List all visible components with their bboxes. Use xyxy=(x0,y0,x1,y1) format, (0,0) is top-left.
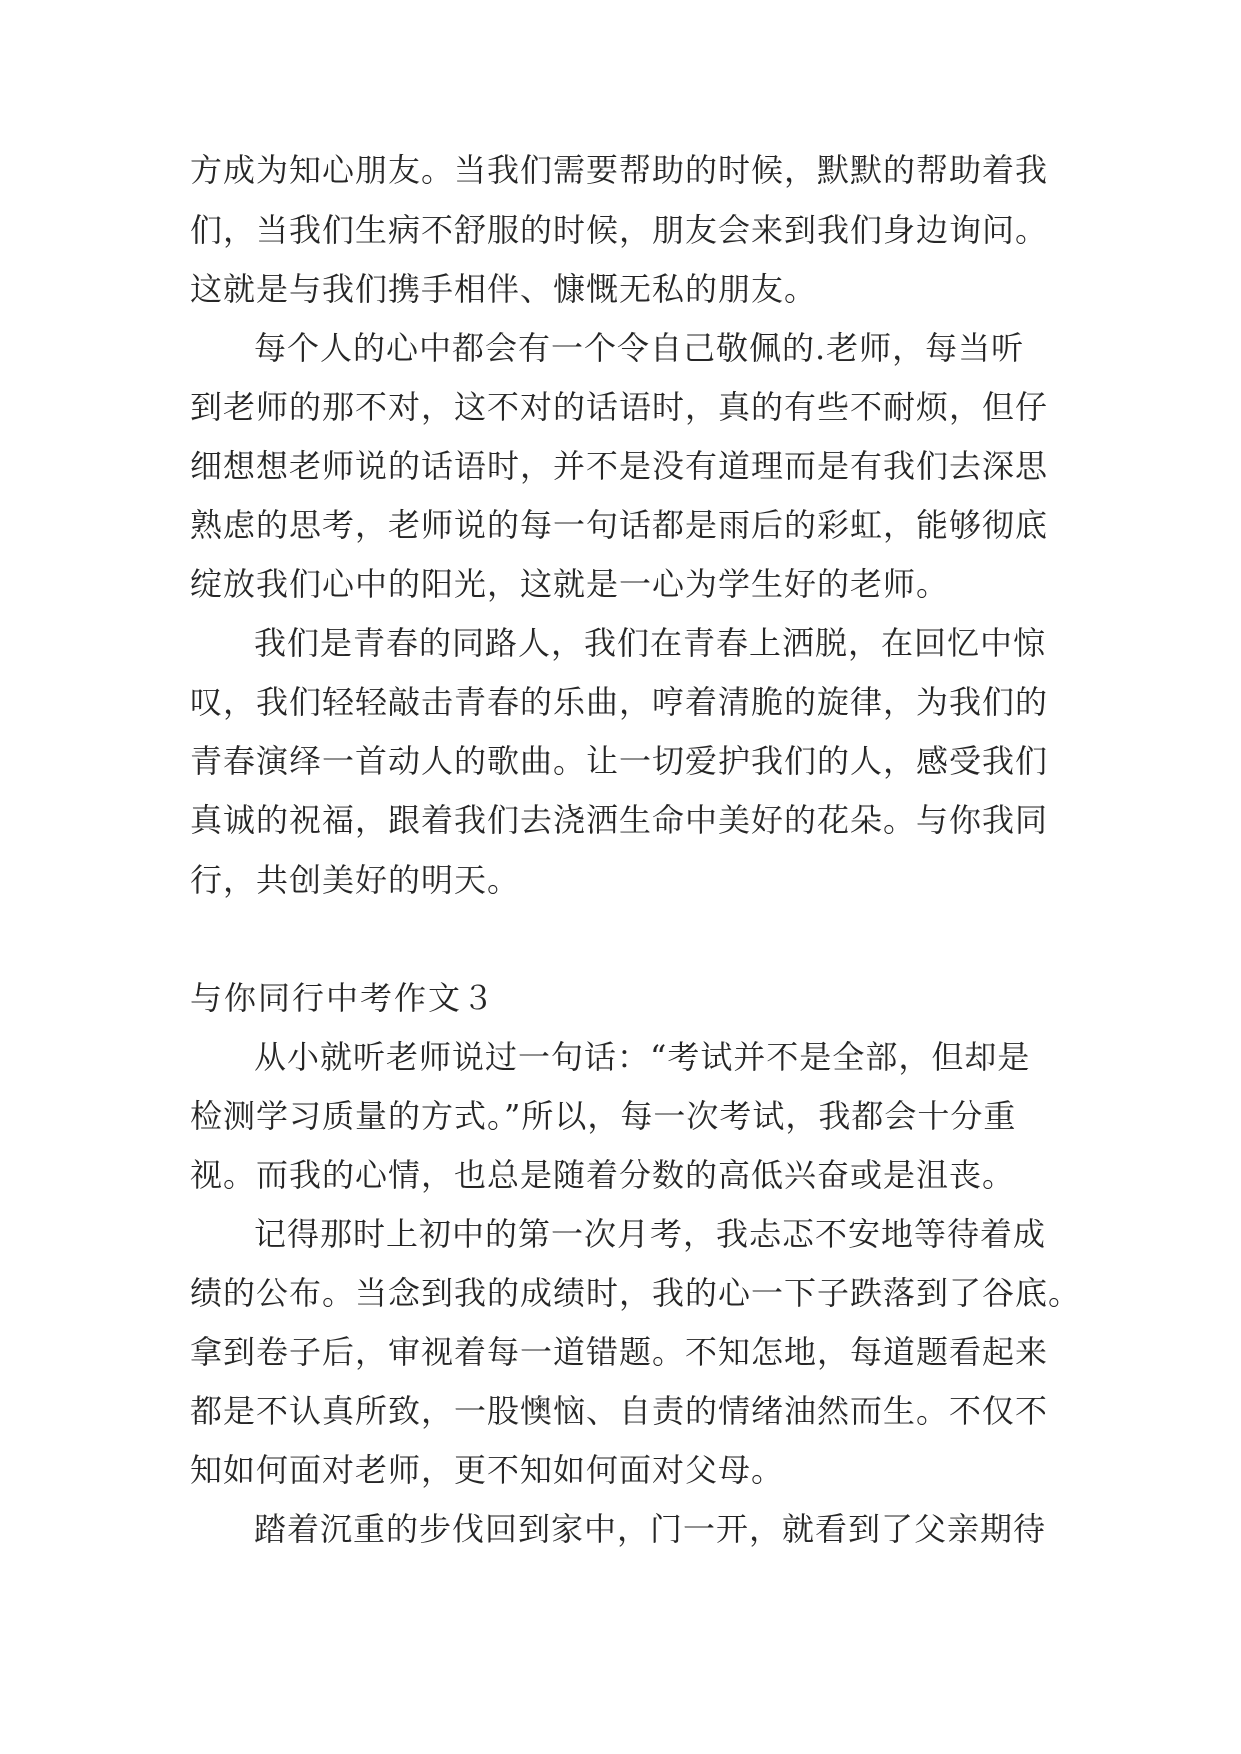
text-line: 行，共创美好的明天。 xyxy=(190,861,521,899)
text-line: 青春演绎一首动人的歌曲。让一切爱护我们的人，感受我们 xyxy=(190,742,1049,780)
text-line: 叹，我们轻轻敲击青春的乐曲，哼着清脆的旋律，为我们的 xyxy=(190,683,1049,721)
text-line: 熟虑的思考，老师说的每一句话都是雨后的彩虹，能够彻底 xyxy=(190,506,1049,544)
paragraph-start-line: 每个人的心中都会有一个令自己敬佩的.老师，每当听 xyxy=(254,329,1025,367)
paragraph-start-line: 从小就听老师说过一句话：“考试并不是全部，但却是 xyxy=(254,1038,1031,1076)
paragraph-start-line: 记得那时上初中的第一次月考，我忐忑不安地等待着成 xyxy=(254,1215,1047,1253)
text-line: 们，当我们生病不舒服的时候，朋友会来到我们身边询问。 xyxy=(190,211,1049,249)
text-line: 真诚的祝福，跟着我们去浇洒生命中美好的花朵。与你我同 xyxy=(190,801,1049,839)
text-line: 视。而我的心情，也总是随着分数的高低兴奋或是沮丧。 xyxy=(190,1156,1016,1194)
text-line: 绩的公布。当念到我的成绩时，我的心一下子跌落到了谷底。 xyxy=(190,1274,1082,1312)
text-line: 检测学习质量的方式。”所以，每一次考试，我都会十分重 xyxy=(190,1097,1017,1135)
text-line: 这就是与我们携手相伴、慷慨无私的朋友。 xyxy=(190,270,818,308)
paragraph-start-line: 踏着沉重的步伐回到家中，门一开，就看到了父亲期待 xyxy=(254,1510,1047,1548)
text-line: 绽放我们心中的阳光，这就是一心为学生好的老师。 xyxy=(190,565,950,603)
text-line: 方成为知心朋友。当我们需要帮助的时候，默默的帮助着我 xyxy=(190,151,1049,189)
paragraph-start-line: 我们是青春的同路人，我们在青春上洒脱，在回忆中惊 xyxy=(254,624,1047,662)
text-line: 都是不认真所致，一股懊恼、自责的情绪油然而生。不仅不 xyxy=(190,1392,1049,1430)
section-heading: 与你同行中考作文３ xyxy=(190,979,497,1017)
text-line: 拿到卷子后，审视着每一道错题。不知怎地，每道题看起来 xyxy=(190,1333,1049,1371)
text-line: 细想想老师说的话语时，并不是没有道理而是有我们去深思 xyxy=(190,447,1049,485)
text-line: 到老师的那不对，这不对的话语时，真的有些不耐烦，但仔 xyxy=(190,388,1049,426)
text-line: 知如何面对老师，更不知如何面对父母。 xyxy=(190,1451,785,1489)
